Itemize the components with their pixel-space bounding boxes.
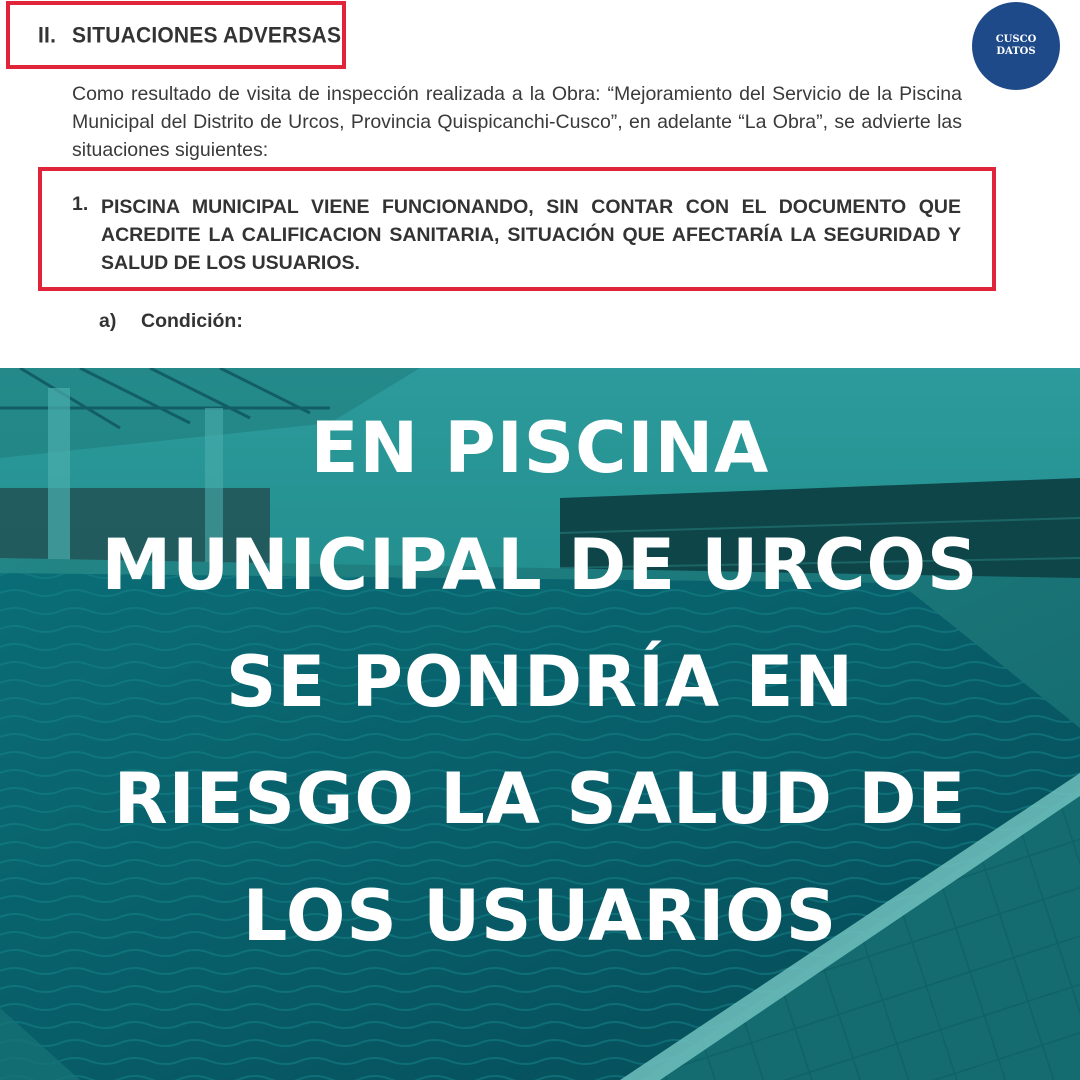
logo-line-1: CUSCO (995, 34, 1037, 45)
cusco-datos-logo (972, 2, 1060, 90)
section-heading (38, 23, 341, 48)
headline-line-3: SE PONDRÍA EN (226, 641, 854, 723)
headline-line-1: EN PISCINA (310, 407, 770, 489)
document-excerpt (0, 0, 1080, 368)
finding-number: 1. (72, 193, 89, 215)
intro-paragraph: Como resultado de visita de inspección realizada a la Obra: “Mejoramiento del Servicio de la Piscina Municipal del Distrito de Urcos, Provincia Quispicanchi-Cusco”, en adelante “La Obra”, se advierte las situaciones siguientes: (72, 83, 962, 161)
section-title: SITUACIONES ADVERSAS (72, 23, 342, 48)
condition-label: a) (99, 310, 117, 332)
headline-line-5: LOS USUARIOS (242, 875, 838, 957)
headline-line-4: RIESGO LA SALUD DE (113, 758, 967, 840)
logo-line-2: DATOS (996, 46, 1036, 57)
condition-heading (99, 310, 243, 333)
headline (0, 390, 1080, 975)
section-number: II. (38, 23, 57, 48)
headline-line-2: MUNICIPAL DE URCOS (101, 524, 979, 606)
condition-text: Condición: (141, 310, 243, 332)
finding-text: PISCINA MUNICIPAL VIENE FUNCIONANDO, SIN CONTAR CON EL DOCUMENTO QUE ACREDITE LA CALIFICACION SANITARIA, SITUACIÓN QUE AFECTARÍA LA SEGURIDAD Y SALUD DE LOS USUARIOS. (101, 196, 961, 274)
